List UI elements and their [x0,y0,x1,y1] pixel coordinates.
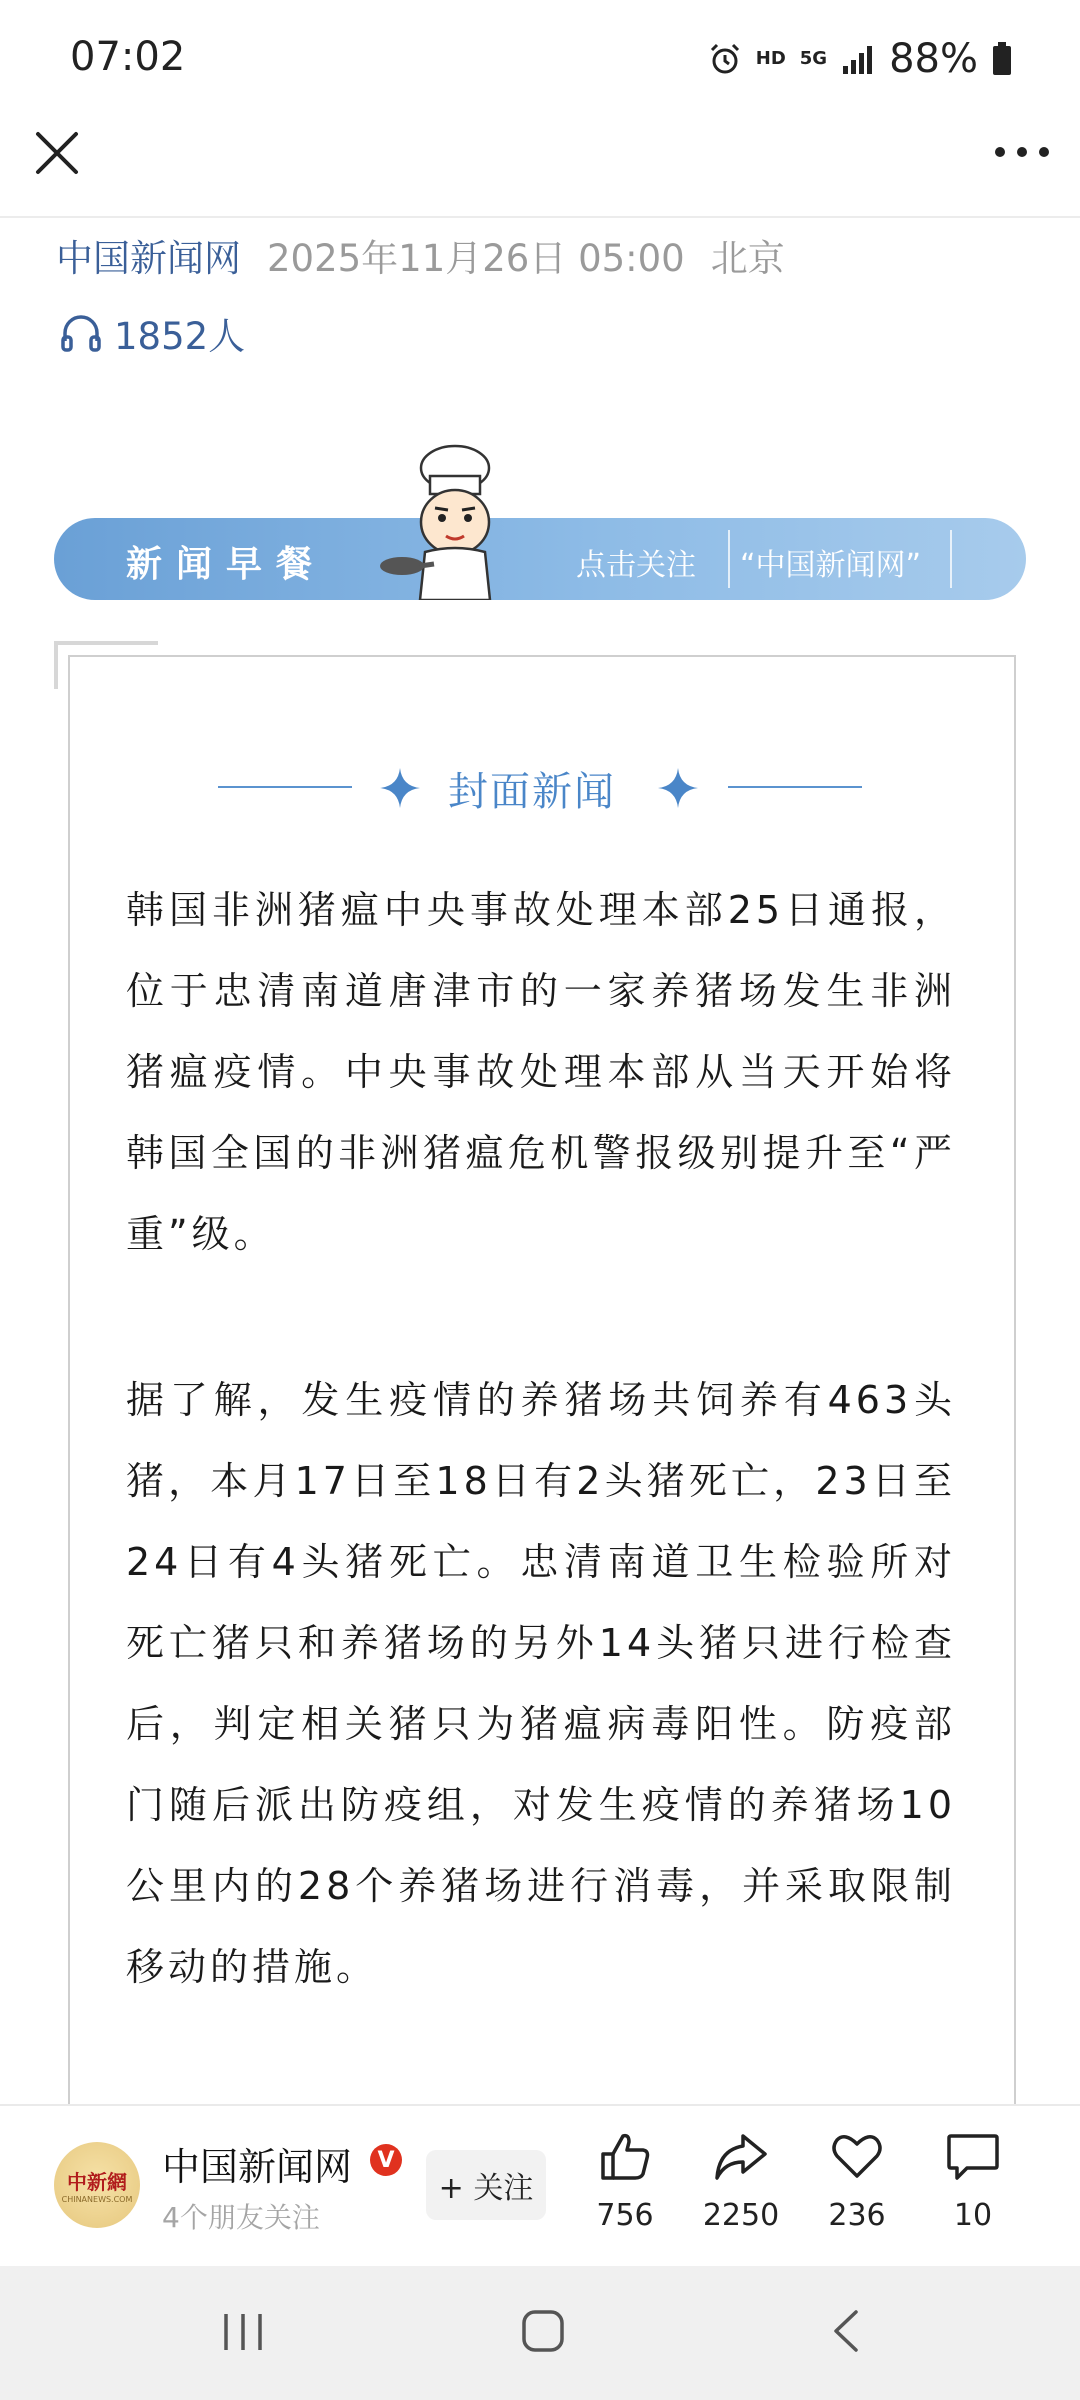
section-divider-right [728,786,862,788]
comment-icon [945,2128,1001,2184]
home-icon[interactable] [518,2306,568,2356]
account-avatar[interactable] [54,2142,140,2228]
share-count: 2250 [702,2198,780,2233]
avatar-logo-text: 中新網 [67,2170,127,2194]
article-date: 2025年11月26日 05:00 [267,237,685,280]
like-count: 756 [596,2198,654,2233]
more-button[interactable] [990,130,1054,174]
listen-count[interactable] [60,306,245,360]
hd-indicator: HD [755,48,786,69]
article-paragraph: 韩国非洲猪瘟中央事故处理本部25日通报，位于忠清南道唐津市的一家养猪场发生非洲猪瘟疫情。中央事故处理本部从当天开始将韩国全国的非洲猪瘟危机警报级别提升至“严重”级。 [126,888,956,1256]
sparkle-icon [378,766,422,810]
account-name[interactable]: 中国新闻网 [162,2145,353,2189]
banner-follow-prompt: 点击关注 [576,548,696,583]
banner-title: 新闻早餐 [126,544,327,585]
heart-icon [829,2128,885,2184]
chef-mascot-icon [380,440,530,600]
comment-count: 10 [953,2198,993,2233]
like-button[interactable] [570,2128,680,2233]
banner-account-name: “中国新闻网” [740,548,922,583]
avatar-logo-subtext: CHINANEWS.COM [61,2195,133,2204]
article-source[interactable]: 中国新闻网 [56,237,241,280]
share-button[interactable] [686,2128,796,2233]
section-title: 封面新闻 [448,769,616,815]
article-location: 北京 [710,237,785,280]
status-time: 07:02 [70,34,186,80]
headphones-icon [60,313,102,353]
thumbs-up-icon [597,2128,653,2184]
close-icon [30,122,84,182]
article-meta [56,228,785,282]
article-paragraph: 据了解，发生疫情的养猪场共饲养有463头猪，本月17日至18日有2头猪死亡，23日至24日有4头猪死亡。忠清南道卫生检验所对死亡猪只和养猪场的另外14头猪只进行检查后，判定相关猪只为猪瘟病毒阳性。防疫部门随后派出防疫组，对发生疫情的养猪场10公里内的28个养猪场进行消毒，并采取限制移动的措施。 [126,1378,956,1989]
alarm-icon [708,42,742,76]
more-icon [990,130,1054,174]
favorite-button[interactable] [802,2128,912,2233]
close-button[interactable] [30,122,84,182]
signal-icon [841,44,875,74]
follow-button[interactable]: + 关注 [426,2150,546,2220]
section-divider-left [218,786,352,788]
comment-button[interactable] [918,2128,1028,2233]
favorite-count: 236 [828,2198,886,2233]
sparkle-icon [656,766,700,810]
status-icons [708,36,1012,82]
back-icon[interactable] [826,2306,866,2356]
battery-icon [992,42,1012,76]
verified-badge-icon: V [370,2144,402,2176]
share-arrow-icon [713,2128,769,2184]
battery-percent: 88% [889,36,978,82]
listen-count-text: 1852人 [114,315,246,358]
top-nav [0,110,1080,218]
network-indicator: 5G [799,48,828,69]
friends-following: 4个朋友关注 [162,2201,320,2234]
recent-apps-icon[interactable] [218,2308,268,2356]
